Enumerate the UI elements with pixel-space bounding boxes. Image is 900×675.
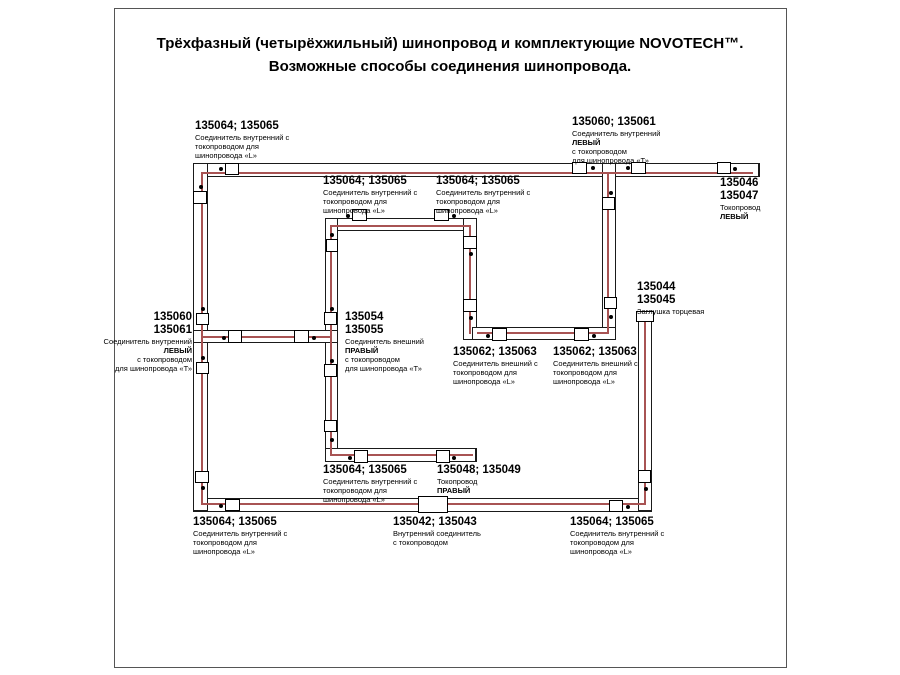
label-feed-left: 135046 135047 Токопровод ЛЕВЫЙ [720,177,761,221]
label-conn-bottom-left: 135064; 135065 Соединитель внутренний с токопроводом для шинопровода «L» [193,516,288,556]
title-line-2: Возможные способы соединения шинопровода. [268,58,632,75]
track-connector [354,450,368,463]
junction-dot [219,504,223,508]
junction-dot [201,356,205,360]
junction-dot [733,167,737,171]
track-connector [225,499,240,511]
track-connector [196,313,209,325]
junction-dot [348,456,352,460]
junction-dot [626,166,630,170]
junction-dot [330,438,334,442]
junction-dot [330,233,334,237]
track-connector [195,471,209,483]
track-connector [574,328,589,341]
junction-dot [201,486,205,490]
label-conn-bottom-straight: 135042; 135043 Внутренний соединитель с токопроводом [393,516,481,547]
label-conn-bottom-mid: 135064; 135065 Соединитель внутренний с токопроводом для шинопровода «L» [323,464,418,504]
track-connector [463,299,477,312]
title-line-1: Трёхфазный (четырёхжильный) шинопровод и комплектующие NOVOTECH™. [156,35,744,52]
junction-dot [469,316,473,320]
label-end-cap: 135044 135045 Заглушка торцевая [637,281,705,316]
track-connector [602,197,615,210]
track-connector [294,330,309,343]
junction-dot [222,336,226,340]
track-tee-vertical [602,163,616,340]
track-connector [463,236,477,249]
track-connector [604,297,617,309]
label-conn-corner-2: 135062; 135063 Соединитель внешний с токопроводом для шинопровода «L» [553,346,638,386]
conductor-line [201,172,203,505]
junction-dot [312,336,316,340]
label-conn-mid-tee: 135054 135055 Соединитель внешний ПРАВЫЙ с токопроводом для шинопровода «Т» [345,311,424,373]
track-connector [193,191,207,204]
label-conn-top-left: 135064; 135065 Соединитель внутренний с токопроводом для шинопровода «L» [195,120,290,160]
track-connector [326,239,338,252]
page-title [114,32,786,78]
track-connector [638,470,651,483]
junction-dot [201,307,205,311]
track-connector [717,162,731,174]
junction-dot [199,185,203,189]
label-conn-left-tee: 135060 135061 Соединитель внутренний ЛЕВЫЙ с токопроводом для шинопровода «Т» [103,311,192,373]
label-conn-inner-top-1: 135064; 135065 Соединитель внутренний с токопроводом для шинопровода «L» [323,175,418,215]
junction-dot [486,334,490,338]
label-conn-top-right: 135060; 135061 Соединитель внутренний ЛЕВЫЙ с токопроводом для шинопровода «Т» [572,116,661,165]
track-connector [436,450,450,463]
track-connector [225,163,239,175]
conductor-line [201,172,753,174]
junction-dot [591,166,595,170]
junction-dot [626,505,630,509]
junction-dot [469,252,473,256]
junction-dot [452,456,456,460]
junction-dot [644,487,648,491]
track-connector [324,420,337,432]
conductor-line [330,225,471,227]
track-connector [609,500,623,512]
junction-dot [609,191,613,195]
junction-dot [330,307,334,311]
junction-dot [609,315,613,319]
track-connector [324,364,337,377]
label-conn-bottom-right: 135064; 135065 Соединитель внутренний с токопроводом для шинопровода «L» [570,516,665,556]
label-conn-inner-top-2: 135064; 135065 Соединитель внутренний с токопроводом для шинопровода «L» [436,175,531,215]
label-conn-corner-1: 135062; 135063 Соединитель внешний с токопроводом для шинопровода «L» [453,346,538,386]
junction-dot [592,334,596,338]
label-feed-right: 135048; 135049 Токопровод ПРАВЫЙ [437,464,521,495]
track-connector [228,330,242,343]
track-connector [492,328,507,341]
track-connector [196,362,209,374]
track-connector [324,312,337,325]
junction-dot [219,167,223,171]
junction-dot [330,359,334,363]
